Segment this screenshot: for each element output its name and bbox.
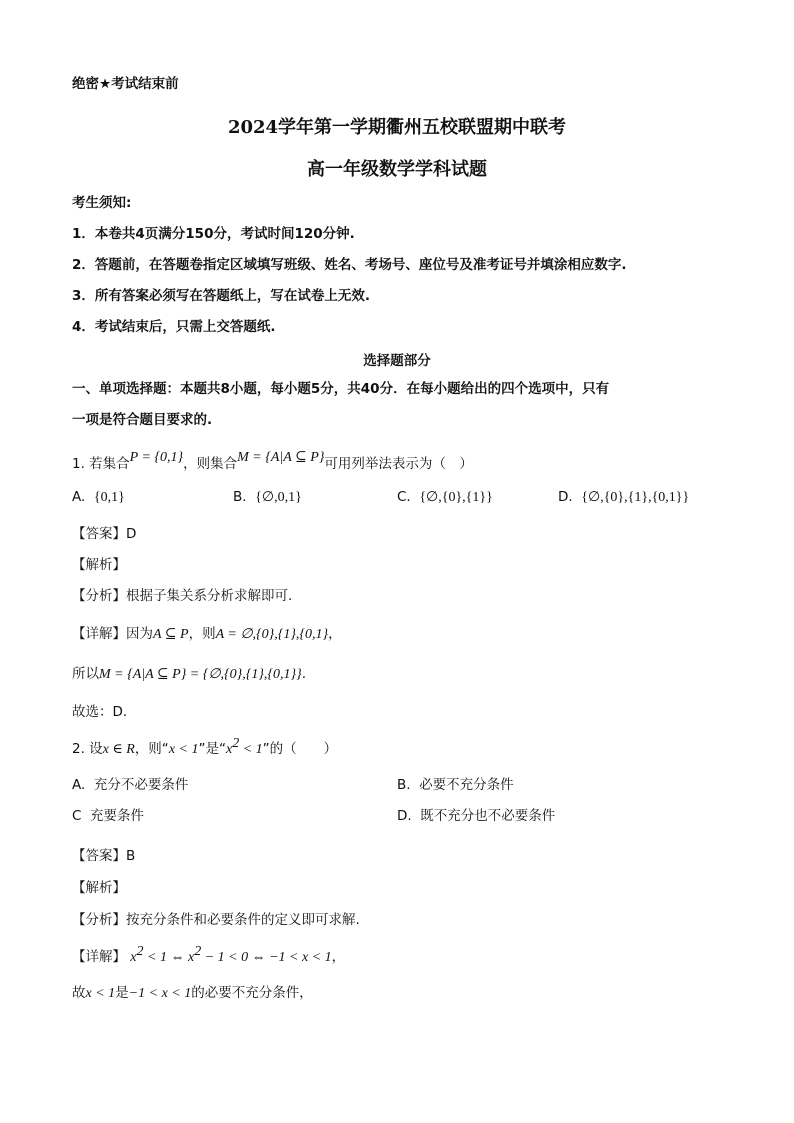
- instruction-item: 2．答题前，在答题卷指定区域填写班级、姓名、考场号、座位号及准考证号并填涂相应数字.: [72, 257, 627, 273]
- q1-set-p: P = {0,1}: [129, 450, 184, 465]
- answer-value: B: [126, 848, 136, 864]
- question-1-stem: [72, 450, 473, 474]
- option-letter: D.: [397, 808, 412, 824]
- q2-detail: [72, 944, 346, 967]
- q2-math: x ∈ R: [102, 742, 135, 757]
- q2-detail-line2: [72, 984, 313, 1003]
- instructions-heading: 考生须知:: [72, 195, 132, 211]
- detail-math: A ⊆ P: [153, 627, 189, 642]
- option-letter: A.: [72, 489, 86, 505]
- q1-answer: [72, 525, 136, 543]
- detail-math: A = ∅,{0},{1},{0,1}: [215, 627, 329, 642]
- detail-math: − 1 < 0 ⇔ −1 < x < 1: [201, 950, 332, 965]
- q1-text-3: 可用列举法表示为（ ）: [324, 456, 473, 472]
- q2-analysis-tag: 【解析】: [72, 880, 126, 896]
- q2-fenxi: [72, 911, 360, 929]
- option-text: {∅,{0},{1},{0,1}}: [581, 490, 690, 505]
- fenxi-text: 根据子集关系分析求解即可.: [126, 588, 293, 604]
- instruction-item: 3．所有答案必须写在答题纸上，写在试卷上无效.: [72, 288, 371, 304]
- q1-analysis-tag: 【解析】: [72, 557, 126, 573]
- fenxi-tag: 【分析】: [72, 912, 126, 928]
- q2-text: ，则“: [134, 741, 169, 757]
- q1-option-d: [558, 488, 689, 507]
- option-text: {∅,0,1}: [255, 490, 302, 505]
- option-letter: B.: [233, 489, 247, 505]
- detail-math: < 1 ⇔: [143, 950, 188, 965]
- detail-tag: 【详解】: [72, 949, 126, 965]
- q2-option-b: [397, 776, 514, 794]
- option-letter: C: [72, 808, 82, 824]
- q2-option-d: [397, 807, 555, 825]
- q1-text-1: 1. 若集合: [72, 456, 130, 472]
- detail-text: 的必要不充分条件，: [191, 985, 313, 1001]
- answer-tag: 【答案】: [72, 848, 126, 864]
- detail-text: 所以: [72, 666, 99, 682]
- detail-math: x < 1: [85, 986, 116, 1001]
- exam-title: 2024学年第一学期衢州五校联盟期中联考: [227, 117, 567, 138]
- q2-math: x < 1: [168, 742, 199, 757]
- detail-math: −1 < x < 1: [128, 986, 192, 1001]
- answer-value: D: [126, 526, 137, 542]
- option-letter: A.: [72, 777, 86, 793]
- q2-math: x: [225, 742, 233, 757]
- detail-text: 故: [72, 985, 86, 1001]
- confidential-label: 绝密★考试结束前: [72, 76, 179, 92]
- detail-math-sup: 2: [136, 944, 144, 959]
- q2-text: ”是“: [198, 741, 226, 757]
- option-text: 既不充分也不必要条件: [420, 808, 556, 824]
- detail-math: M = {A|A ⊆ P} = {∅,{0},{1},{0,1}}: [99, 667, 302, 682]
- q2-math: < 1: [239, 742, 263, 757]
- option-text: {0,1}: [93, 490, 125, 505]
- instruction-item: 1．本卷共4页满分150分，考试时间120分钟.: [72, 226, 355, 242]
- detail-tag: 【详解】: [72, 626, 126, 642]
- option-letter: C.: [397, 489, 411, 505]
- q2-option-a: [72, 776, 188, 794]
- detail-text: 是: [115, 985, 129, 1001]
- q2-math-sup: 2: [232, 736, 240, 751]
- answer-tag: 【答案】: [72, 526, 126, 542]
- q1-detail-line2: [72, 665, 306, 684]
- option-letter: D.: [558, 489, 573, 505]
- detail-math: x: [187, 950, 195, 965]
- q1-conclusion: 故选：D.: [72, 704, 128, 720]
- detail-text: ，则: [188, 626, 216, 642]
- q1-text-2: ，则集合: [183, 456, 238, 472]
- q1-set-m: M = {A|A ⊆ P}: [237, 450, 325, 465]
- option-text: 充分不必要条件: [93, 777, 189, 793]
- detail-math-sup: 2: [194, 944, 202, 959]
- option-text: {∅,{0},{1}}: [419, 490, 493, 505]
- q2-answer: [72, 847, 135, 865]
- detail-text: .: [301, 666, 307, 682]
- detail-text: ，: [328, 626, 342, 642]
- option-letter: B.: [397, 777, 411, 793]
- fenxi-tag: 【分析】: [72, 588, 126, 604]
- section-desc-line1: 一、单项选择题：本题共8小题，每小题5分，共40分．在每小题给出的四个选项中，只有: [72, 381, 610, 397]
- q1-option-b: [233, 488, 302, 507]
- q2-text: 2. 设: [72, 741, 103, 757]
- q2-text: ”的（ ）: [262, 741, 338, 757]
- q2-option-c: [72, 807, 144, 825]
- q1-detail: [72, 625, 342, 644]
- exam-subtitle: 高一年级数学学科试题: [307, 159, 487, 180]
- instruction-item: 4．考试结束后，只需上交答题纸.: [72, 319, 276, 335]
- option-text: 必要不充分条件: [419, 777, 514, 793]
- detail-text: 因为: [126, 626, 153, 642]
- option-text: 充要条件: [90, 808, 145, 824]
- detail-math: x: [130, 950, 137, 965]
- section-label: 选择题部分: [363, 353, 431, 369]
- section-desc-line2: 一项是符合题目要求的.: [72, 412, 213, 428]
- q1-option-a: [72, 488, 125, 507]
- question-2-stem: [72, 736, 338, 759]
- fenxi-text: 按充分条件和必要条件的定义即可求解.: [126, 912, 360, 928]
- detail-text: ，: [331, 949, 346, 965]
- q1-fenxi: [72, 587, 292, 605]
- q1-option-c: [397, 488, 493, 507]
